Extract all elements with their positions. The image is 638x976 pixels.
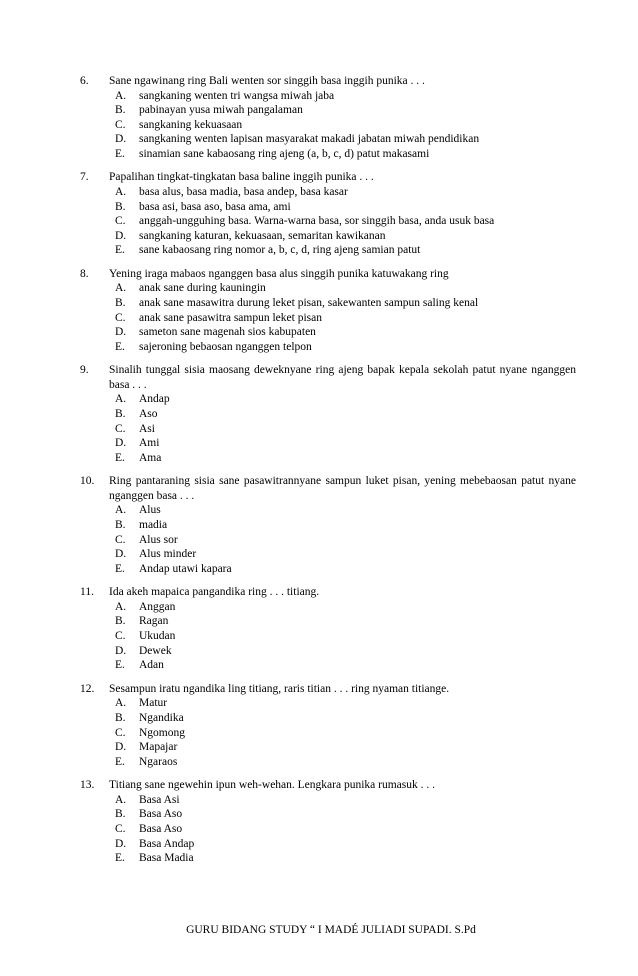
question-text: Titiang sane ngewehin ipun weh-wehan. Lengkara punika rumasuk . . . bbox=[109, 779, 435, 792]
option-text: sangkaning wenten tri wangsa miwah jaba bbox=[139, 89, 335, 102]
answer-option bbox=[80, 200, 576, 215]
option-letter: C. bbox=[115, 215, 126, 228]
option-text: Mapajar bbox=[139, 741, 178, 754]
page-footer: GURU BIDANG STUDY “ I MADÉ JULIADI SUPADI. S.Pd bbox=[186, 924, 476, 936]
option-letter: A. bbox=[115, 185, 127, 198]
answer-option bbox=[80, 851, 576, 866]
option-letter: E. bbox=[115, 147, 125, 160]
answer-option bbox=[80, 644, 576, 659]
question-item bbox=[80, 170, 576, 257]
option-text: Alus minder bbox=[139, 548, 197, 561]
option-letter: B. bbox=[115, 615, 126, 628]
option-letter: A. bbox=[115, 504, 127, 517]
question-item bbox=[80, 778, 576, 865]
question-number: 8. bbox=[80, 267, 89, 280]
answer-option bbox=[80, 281, 576, 296]
answer-option bbox=[80, 562, 576, 577]
option-text: sajeroning bebaosan nganggen telpon bbox=[139, 340, 312, 353]
option-text: Basa Madia bbox=[139, 852, 194, 865]
answer-option bbox=[80, 600, 576, 615]
question-stem bbox=[80, 682, 576, 697]
question-stem bbox=[80, 474, 576, 503]
answer-option bbox=[80, 518, 576, 533]
question-stem bbox=[80, 267, 576, 282]
question-stem bbox=[80, 170, 576, 185]
option-letter: D. bbox=[115, 741, 127, 754]
option-text: Andap bbox=[139, 393, 170, 406]
question-item bbox=[80, 585, 576, 672]
option-text: Alus bbox=[139, 504, 161, 517]
question-number: 9. bbox=[80, 364, 89, 377]
option-text: sangkaning wenten lapisan masyarakat makadi jabatan miwah pendidikan bbox=[139, 133, 480, 146]
option-letter: E. bbox=[115, 340, 125, 353]
answer-option bbox=[80, 325, 576, 340]
question-text: Ring pantaraning sisia sane pasawitrannyane sampun luket pisan, yening mebebaosan patut nyane nganggen basa . . . bbox=[109, 475, 576, 502]
answer-option bbox=[80, 422, 576, 437]
answer-option bbox=[80, 822, 576, 837]
question-text: Sane ngawinang ring Bali wenten sor singgih basa inggih punika . . . bbox=[109, 75, 425, 87]
option-letter: B. bbox=[115, 518, 126, 531]
option-letter: B. bbox=[115, 297, 126, 310]
answer-option bbox=[80, 296, 576, 311]
option-text: Ngaraos bbox=[139, 755, 178, 768]
question-text: Ida akeh mapaica pangandika ring . . . titiang. bbox=[109, 586, 320, 599]
question-item bbox=[80, 267, 576, 354]
option-text: Alus sor bbox=[139, 533, 178, 546]
answer-option bbox=[80, 89, 576, 104]
option-text: Andap utawi kapara bbox=[139, 562, 232, 575]
question-stem bbox=[80, 363, 576, 392]
option-letter: B. bbox=[115, 200, 126, 213]
answer-option bbox=[80, 103, 576, 118]
option-text: Anggan bbox=[139, 600, 176, 613]
question-item bbox=[80, 474, 576, 576]
option-text: Ngandika bbox=[139, 711, 184, 724]
option-letter: A. bbox=[115, 600, 127, 613]
question-text: Papalihan tingkat-tingkatan basa baline inggih punika . . . bbox=[109, 171, 374, 184]
option-letter: A. bbox=[115, 282, 127, 295]
answer-option bbox=[80, 658, 576, 673]
answer-option bbox=[80, 533, 576, 548]
question-number: 13. bbox=[80, 779, 95, 792]
option-letter: A. bbox=[115, 697, 127, 710]
option-text: Basa Aso bbox=[139, 808, 183, 821]
option-letter: D. bbox=[115, 229, 127, 242]
answer-option bbox=[80, 436, 576, 451]
option-letter: D. bbox=[115, 133, 127, 146]
option-text: basa alus, basa madia, basa andep, basa kasar bbox=[139, 185, 348, 198]
answer-option bbox=[80, 214, 576, 229]
option-letter: D. bbox=[115, 548, 127, 561]
question-text: Sesampun iratu ngandika ling titiang, raris titian . . . ring nyaman titiange. bbox=[109, 682, 450, 695]
question-stem bbox=[80, 74, 576, 89]
answer-option bbox=[80, 132, 576, 147]
answer-option bbox=[80, 451, 576, 466]
option-letter: E. bbox=[115, 852, 125, 865]
option-text: anggah-ungguhing basa. Warna-warna basa, sor singgih basa, anda usuk basa bbox=[139, 215, 495, 228]
answer-option bbox=[80, 311, 576, 326]
option-letter: D. bbox=[115, 837, 127, 850]
option-letter: E. bbox=[115, 755, 125, 768]
question-number: 12. bbox=[80, 682, 95, 695]
option-letter: E. bbox=[115, 659, 125, 672]
question-text: Yening iraga mabaos nganggen basa alus singgih punika katuwakang ring bbox=[109, 267, 449, 280]
answer-option bbox=[80, 392, 576, 407]
answer-option bbox=[80, 407, 576, 422]
question-stem bbox=[80, 585, 576, 600]
answer-option bbox=[80, 547, 576, 562]
option-letter: E. bbox=[115, 451, 125, 464]
option-letter: A. bbox=[115, 793, 127, 806]
option-text: sinamian sane kabaosang ring ajeng (a, b, c, d) patut makasami bbox=[139, 147, 430, 160]
option-text: Ngomong bbox=[139, 726, 185, 739]
option-text: Ami bbox=[139, 437, 160, 450]
option-letter: C. bbox=[115, 822, 126, 835]
option-letter: E. bbox=[115, 244, 125, 257]
question-text: Sinalih tunggal sisia maosang deweknyane ring ajeng bapak kepala sekolah patut nyane nganggen basa . . . bbox=[109, 364, 576, 391]
option-letter: C. bbox=[115, 422, 126, 435]
answer-option bbox=[80, 614, 576, 629]
answer-option bbox=[80, 229, 576, 244]
option-letter: A. bbox=[115, 89, 127, 102]
answer-option bbox=[80, 740, 576, 755]
option-text: sangkaning katuran, kekuasaan, semaritan kawikanan bbox=[139, 229, 386, 242]
question-number: 6. bbox=[80, 75, 89, 87]
option-text: anak sane pasawitra sampun leket pisan bbox=[139, 311, 322, 324]
option-letter: C. bbox=[115, 630, 126, 643]
option-letter: B. bbox=[115, 711, 126, 724]
option-letter: B. bbox=[115, 408, 126, 420]
option-text: Aso bbox=[139, 408, 158, 420]
question-stem bbox=[80, 778, 576, 793]
option-text: sameton sane magenah sios kabupaten bbox=[139, 326, 316, 339]
answer-option bbox=[80, 147, 576, 162]
answer-option bbox=[80, 726, 576, 741]
option-letter: C. bbox=[115, 311, 126, 324]
answer-option bbox=[80, 118, 576, 133]
question-list bbox=[80, 74, 576, 875]
answer-option bbox=[80, 837, 576, 852]
question-item bbox=[80, 363, 576, 465]
option-text: Asi bbox=[139, 422, 155, 435]
question-item bbox=[80, 682, 576, 769]
option-text: Adan bbox=[139, 659, 164, 672]
option-text: Ragan bbox=[139, 615, 169, 628]
answer-option bbox=[80, 696, 576, 711]
option-letter: B. bbox=[115, 808, 126, 821]
option-letter: C. bbox=[115, 118, 126, 131]
option-text: Matur bbox=[139, 697, 168, 710]
option-text: basa asi, basa aso, basa ama, ami bbox=[139, 200, 291, 213]
option-letter: D. bbox=[115, 644, 127, 657]
answer-option bbox=[80, 185, 576, 200]
option-text: Dewek bbox=[139, 644, 172, 657]
option-letter: D. bbox=[115, 326, 127, 339]
option-text: sangkaning kekuasaan bbox=[139, 118, 243, 131]
option-text: Basa Aso bbox=[139, 822, 183, 835]
option-text: anak sane masawitra durung leket pisan, sakewanten sampun saling kenal bbox=[139, 297, 479, 310]
option-letter: E. bbox=[115, 562, 125, 575]
answer-option bbox=[80, 711, 576, 726]
option-letter: C. bbox=[115, 533, 126, 546]
option-text: Ama bbox=[139, 451, 162, 464]
question-number: 7. bbox=[80, 171, 89, 184]
option-letter: A. bbox=[115, 393, 127, 406]
answer-option bbox=[80, 340, 576, 355]
answer-option bbox=[80, 755, 576, 770]
option-letter: D. bbox=[115, 437, 127, 450]
option-text: Ukudan bbox=[139, 630, 176, 643]
answer-option bbox=[80, 807, 576, 822]
option-text: madia bbox=[139, 518, 168, 531]
question-number: 11. bbox=[80, 586, 94, 599]
option-text: Basa Andap bbox=[139, 837, 195, 850]
answer-option bbox=[80, 243, 576, 258]
option-letter: B. bbox=[115, 104, 126, 117]
answer-option bbox=[80, 629, 576, 644]
option-text: Basa Asi bbox=[139, 793, 180, 806]
question-item bbox=[80, 74, 576, 161]
answer-option bbox=[80, 503, 576, 518]
option-text: sane kabaosang ring nomor a, b, c, d, ring ajeng samian patut bbox=[139, 244, 421, 257]
option-text: pabinayan yusa miwah pangalaman bbox=[139, 104, 303, 117]
question-number: 10. bbox=[80, 475, 95, 488]
answer-option bbox=[80, 793, 576, 808]
option-text: anak sane during kauningin bbox=[139, 282, 266, 295]
option-letter: C. bbox=[115, 726, 126, 739]
